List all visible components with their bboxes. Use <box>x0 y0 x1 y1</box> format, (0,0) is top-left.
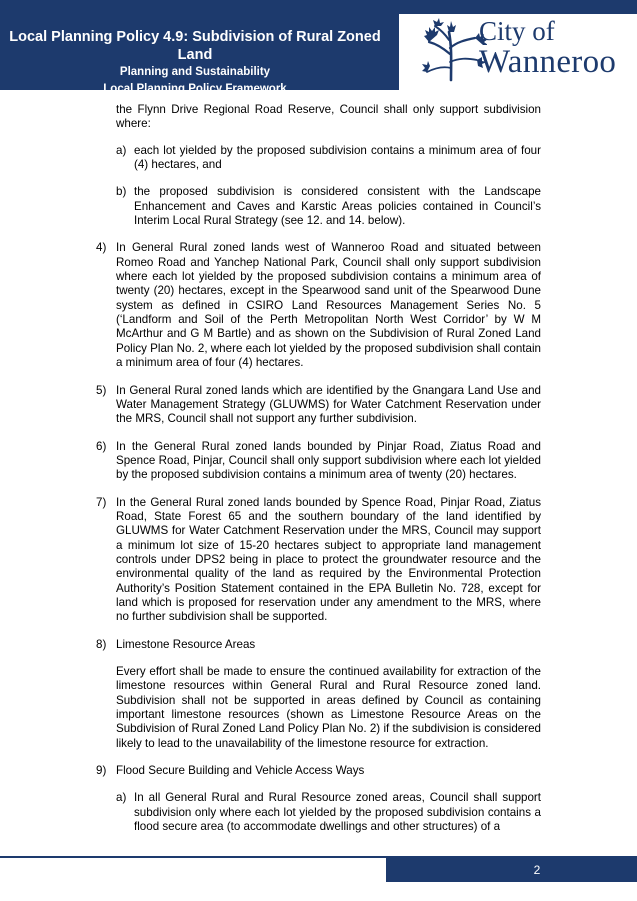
document-framework: Local Planning Policy Framework <box>103 83 287 95</box>
clause-8-body: Every effort shall be made to ensure the continued availability for extraction of the limestone resources within General Rural and Rural Resource zoned land. Subdivision shall not be supported in areas defined by Council as containing important limestone resources (shown as Limestone Resource Areas on the Subdivision of Rural Zoned Land Policy Plan No. 2) if the subdivision is considered likely to lead to the unavailability of the limestone resource for extraction. <box>116 665 541 750</box>
document-title: Local Planning Policy 4.9: Subdivision of Rural Zoned Land <box>9 29 381 63</box>
list-item-text: In all General Rural and Rural Resource zoned areas, Council shall support subdivision only where each lot yielded by the proposed subdivision contains a flood secure area (to accommodate dwellings and other structures) of a <box>134 791 541 834</box>
numbered-clause-9 <box>96 764 541 778</box>
clause-number: 9) <box>96 764 107 778</box>
kangaroo-paw-icon <box>421 18 487 84</box>
logo-name-text: Wanneroo <box>479 44 617 80</box>
numbered-clause-6 <box>96 439 541 483</box>
clause-text: In General Rural zoned lands which are identified by the Gnangara Land Use and Water Management Strategy (GLUWMS) for Water Catchment Reservation under the MRS, Council shall not support any further subdivision. <box>116 383 541 426</box>
clause-number: 7) <box>96 495 107 509</box>
list-item-text: the proposed subdivision is considered consistent with the Landscape Enhancement and Caves and Karstic Areas policies contained in Council’s Interim Local Rural Strategy (see 12. and 14. below). <box>134 185 541 228</box>
clause-text: In the General Rural zoned lands bounded by Pinjar Road, Ziatus Road and Spence Road, Pinjar, Council shall only support subdivision where each lot yielded by the proposed subdivision contains a minimum area of twenty (20) hectares. <box>116 439 541 482</box>
logo-city-text: City of <box>479 16 555 46</box>
clause-heading: Flood Secure Building and Vehicle Access Ways <box>116 764 365 778</box>
footer-bar <box>386 858 637 882</box>
list-marker: a) <box>116 791 127 805</box>
clause-number: 5) <box>96 383 107 397</box>
list-item <box>116 185 541 228</box>
document-body <box>0 103 637 834</box>
clause-heading: Limestone Resource Areas <box>116 637 256 651</box>
list-item <box>116 143 541 173</box>
numbered-clause-8 <box>96 637 541 652</box>
header-text <box>0 28 390 98</box>
clause-text: In the General Rural zoned lands bounded by Spence Road, Pinjar Road, Ziatus Road, State Forest 65 and the southern boundary of the land identified by GLUWMS for Water Catchment Reservation under the MRS, Council may support a minimum lot size of 15-20 hectares subject to appropriate land management controls under DPS2 being in place to protect the groundwater resource and the environmental quality of the land as required by the Environmental Protection Authority’s Position Statement contained in the EPA Bulletin No. 728, except for land which is proposed for reservation under any amendment to the MRS, where no further subdivision shall be supported. <box>116 495 541 624</box>
page-header <box>0 0 637 95</box>
paragraph-intro: the Flynn Drive Regional Road Reserve, Council shall only support subdivision where: <box>116 103 541 131</box>
clause-number: 6) <box>96 439 107 453</box>
page-number: 2 <box>533 863 541 877</box>
list-item-text: each lot yielded by the proposed subdivision contains a minimum area of four (4) hectares, and <box>134 143 541 172</box>
list-item <box>116 791 541 834</box>
list-marker: b) <box>116 185 127 199</box>
clause-number: 8) <box>96 637 107 651</box>
numbered-clause-4 <box>96 241 541 370</box>
list-marker: a) <box>116 143 127 157</box>
city-logo <box>399 14 637 90</box>
numbered-clause-5 <box>96 383 541 427</box>
clause-text: In General Rural zoned lands west of Wanneroo Road and situated between Romeo Road and Yanchep National Park, Council shall only support subdivision where each lot yielded by the proposed subdivision contains a minimum area of twenty (20) hectares, except in the Spearwood sand unit of the Spearwood Dune system as defined in CSIRO Land Resources Management Series No. 5 (‘Landform and Soil of the Perth Metropolitan North West Corridor’ by W M McArthur and G M Bartle) and as shown on the Subdivision of Rural Zoned Land Policy Plan No. 2, where each lot yielded by the proposed subdivision shall contain a minimum area of four (4) hectares. <box>116 241 541 370</box>
numbered-clause-7 <box>96 495 541 625</box>
document-subtitle: Planning and Sustainability <box>119 66 271 78</box>
clause-number: 4) <box>96 241 107 255</box>
